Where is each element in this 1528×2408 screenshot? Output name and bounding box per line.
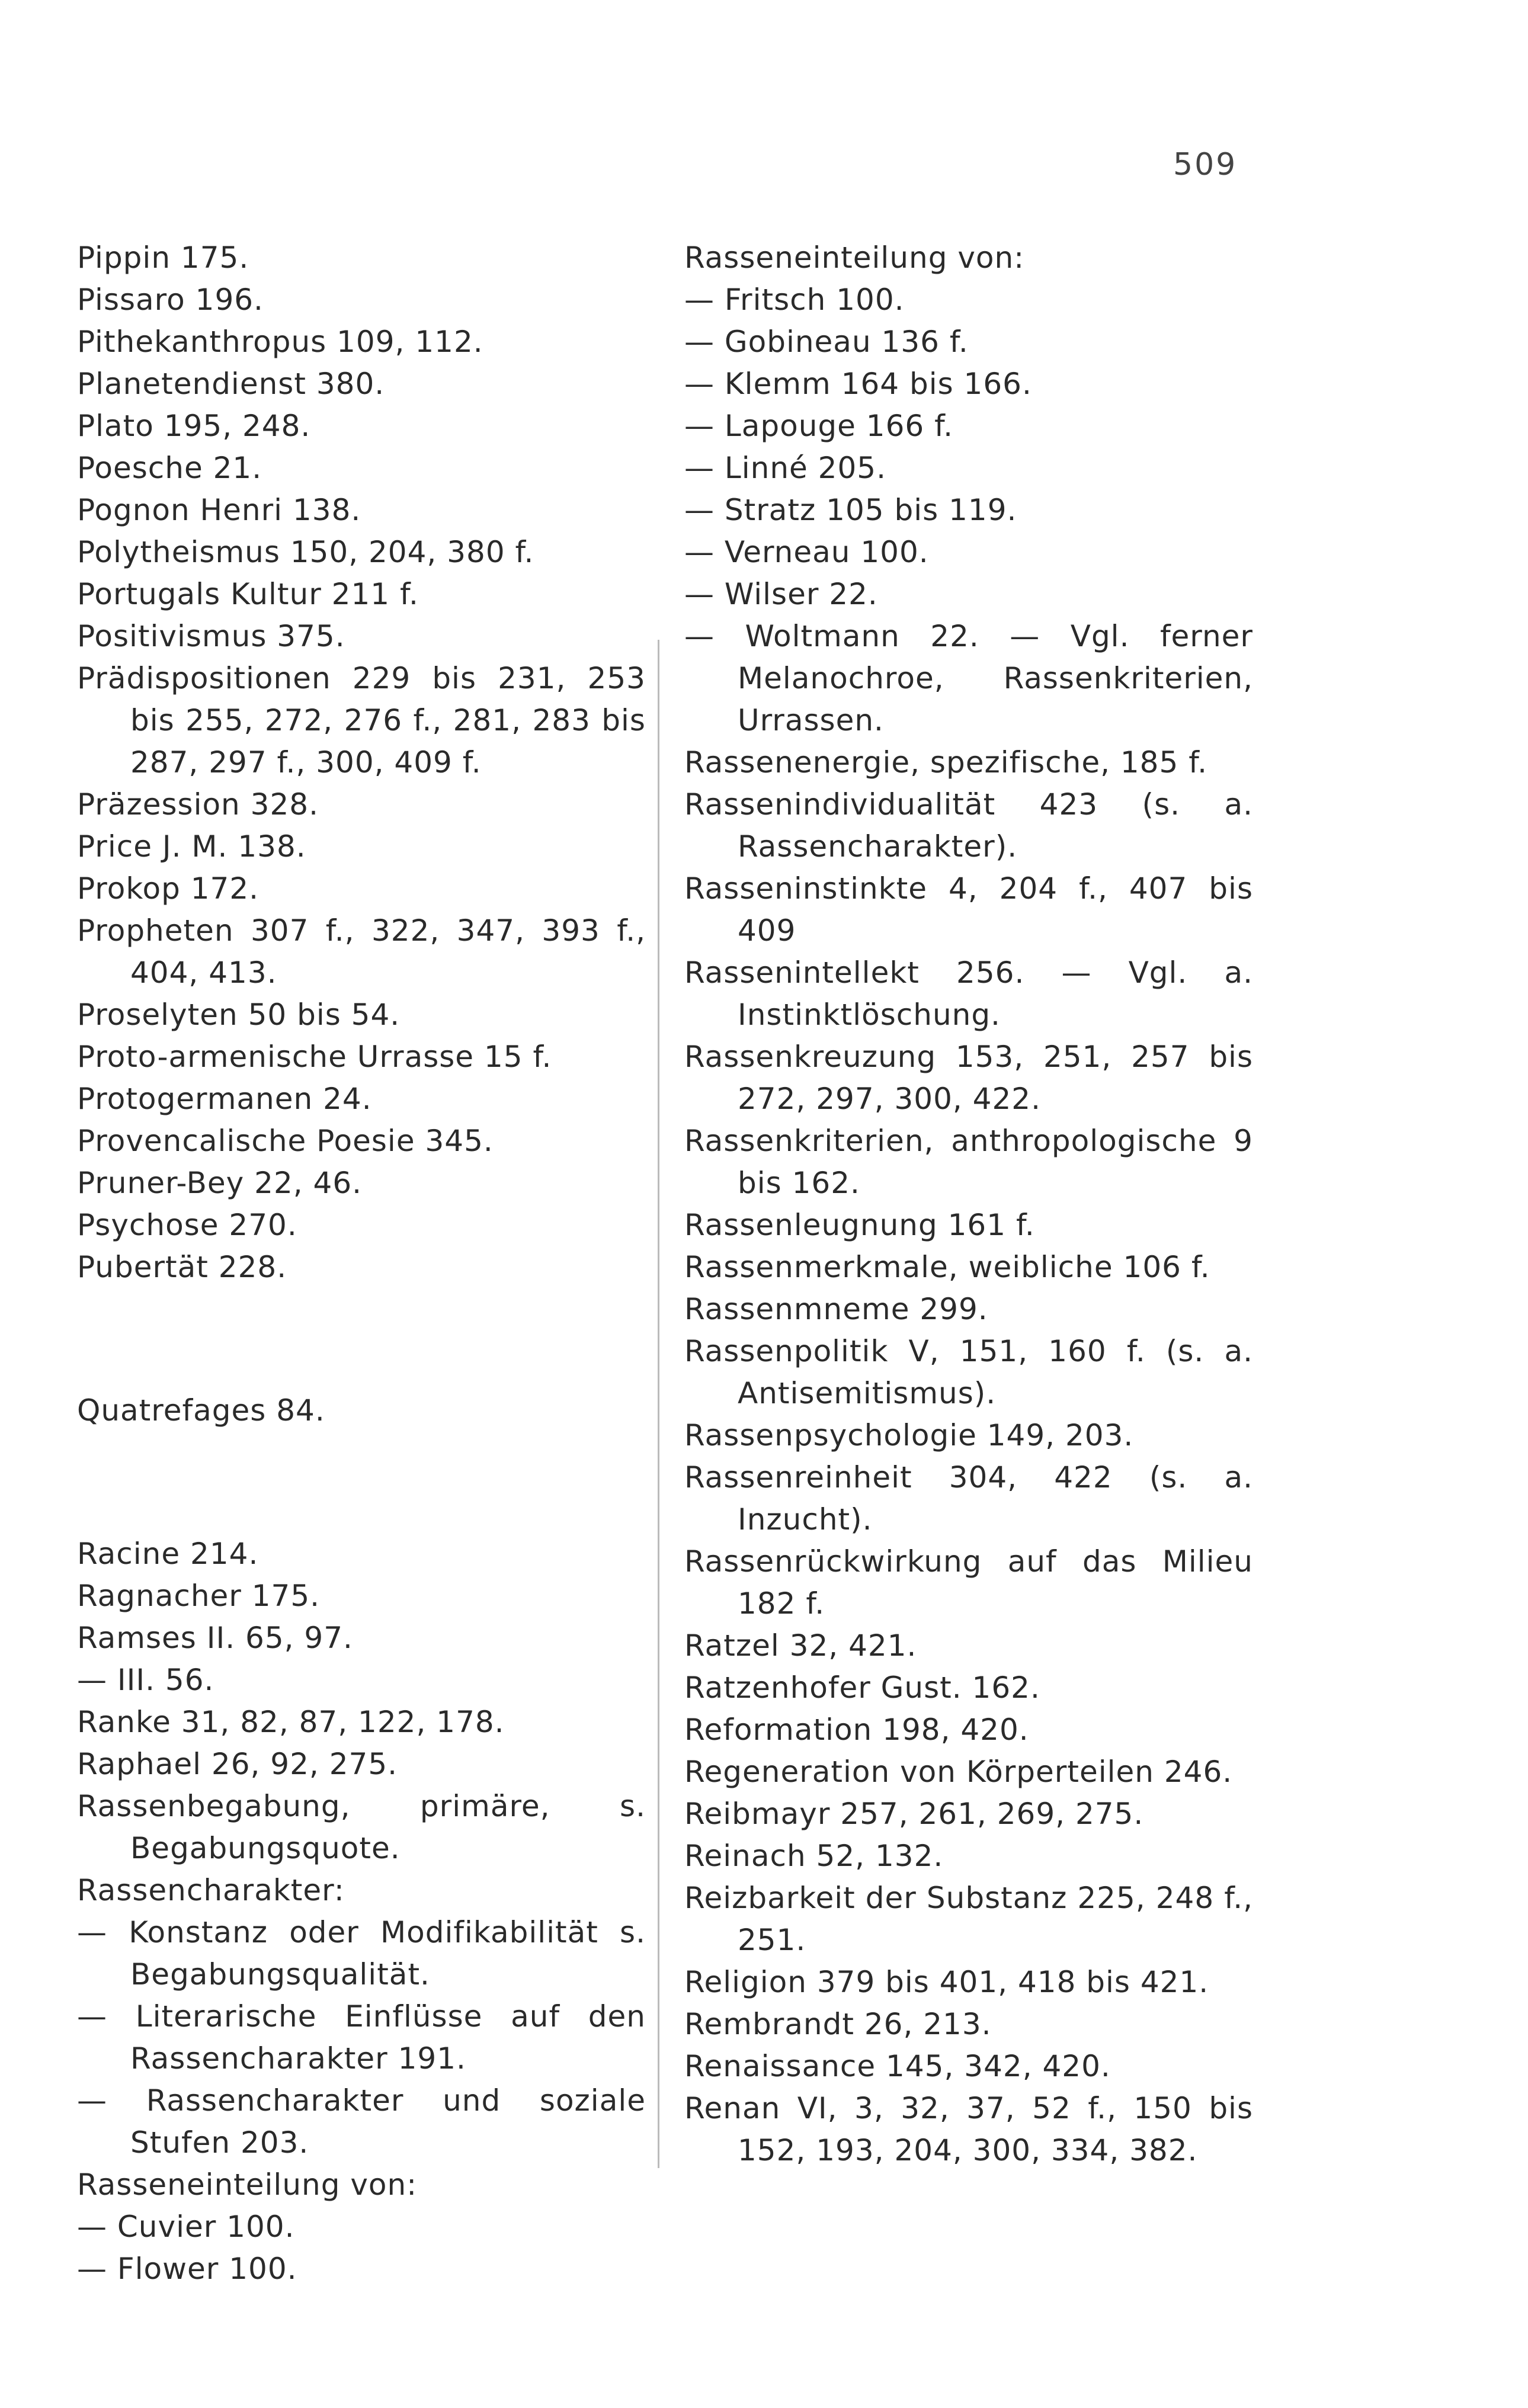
index-entry: Rassencharakter: <box>77 1873 345 1907</box>
index-entry: Ragnacher 175. <box>77 1579 321 1613</box>
index-entry: Religion 379 bis 401, 418 bis 421. <box>684 1965 1209 1999</box>
index-entry: — Rassencharakter und soziale Stufen 203. <box>77 2083 646 2160</box>
index-entry: Rassenbegabung, primäre, s. Begabungsquote. <box>77 1789 646 1865</box>
index-entry: Reibmayr 257, 261, 269, 275. <box>684 1797 1144 1831</box>
section-gap <box>77 1318 646 1360</box>
index-entry: Reinach 52, 132. <box>684 1839 944 1873</box>
index-entry: — Konstanz oder Modifikabilität s. Begabungsqualität. <box>77 1915 646 1992</box>
index-entry: Proselyten 50 bis 54. <box>77 998 401 1032</box>
index-entry: Rasseneinteilung von: <box>77 2167 418 2202</box>
column-divider <box>658 640 659 2168</box>
index-entry: Pissaro 196. <box>77 283 264 317</box>
index-entry: — Woltmann 22. — Vgl. ferner Melanochroe, Rassenkriterien, Urrassen. <box>684 619 1253 738</box>
index-entry: — Cuvier 100. <box>77 2210 295 2244</box>
index-entry: Propheten 307 f., 322, 347, 393 f., 404, 413. <box>77 913 646 990</box>
index-entry: Plato 195, 248. <box>77 409 311 443</box>
index-entry: Rassenindividualität 423 (s. a. Rassencharakter). <box>684 787 1253 864</box>
index-entry: Poesche 21. <box>77 451 262 485</box>
index-entry: Proto-armenische Urrasse 15 f. <box>77 1040 552 1074</box>
index-entry: Rassenkriterien, anthropologische 9 bis 162. <box>684 1124 1253 1200</box>
index-entry: Rassenmneme 299. <box>684 1292 988 1326</box>
index-entry: Pognon Henri 138. <box>77 493 361 527</box>
index-entry: Price J. M. 138. <box>77 829 306 864</box>
index-entry: — Gobineau 136 f. <box>684 325 969 359</box>
index-entry: Renaissance 145, 342, 420. <box>684 2049 1111 2083</box>
index-column-right <box>684 237 1253 2172</box>
index-entry: — Fritsch 100. <box>684 283 905 317</box>
index-entry: Präzession 328. <box>77 787 319 822</box>
index-entry: Rembrandt 26, 213. <box>684 2007 992 2041</box>
index-entry: Psychose 270. <box>77 1208 297 1242</box>
index-entry: Rassenkreuzung 153, 251, 257 bis 272, 297, 300, 422. <box>684 1040 1253 1116</box>
index-entry: Reizbarkeit der Substanz 225, 248 f., 251. <box>684 1881 1253 1957</box>
index-entry: Quatrefages 84. <box>77 1393 325 1428</box>
index-entry: Rassenintellekt 256. — Vgl. a. Instinktlöschung. <box>684 955 1253 1032</box>
index-entry: Rassenpsychologie 149, 203. <box>684 1418 1134 1453</box>
index-entry: Portugals Kultur 211 f. <box>77 577 419 611</box>
index-entry: — Wilser 22. <box>684 577 878 611</box>
index-entry: Ratzel 32, 421. <box>684 1628 917 1663</box>
index-entry: Raphael 26, 92, 275. <box>77 1747 398 1781</box>
index-entry: — III. 56. <box>77 1663 214 1697</box>
index-entry: Rassenmerkmale, weibliche 106 f. <box>684 1250 1210 1284</box>
index-entry: Positivismus 375. <box>77 619 345 653</box>
index-entry: — Linné 205. <box>684 451 887 485</box>
index-entry: Reformation 198, 420. <box>684 1713 1029 1747</box>
index-entry: — Verneau 100. <box>684 535 929 569</box>
index-entry: Prädispositionen 229 bis 231, 253 bis 255, 272, 276 f., 281, 283 bis 287, 297 f., 300, 409 f. <box>77 661 646 780</box>
index-entry: Ratzenhofer Gust. 162. <box>684 1670 1040 1705</box>
index-entry: Polytheismus 150, 204, 380 f. <box>77 535 534 569</box>
index-entry: Racine 214. <box>77 1537 259 1571</box>
index-entry: Pithekanthropus 109, 112. <box>77 325 483 359</box>
index-entry: Rassenrückwirkung auf das Milieu 182 f. <box>684 1544 1253 1621</box>
index-entry: Rasseneinteilung von: <box>684 241 1025 275</box>
index-entry: — Klemm 164 bis 166. <box>684 367 1032 401</box>
index-entry: Prokop 172. <box>77 871 260 906</box>
index-column-left <box>77 237 646 2290</box>
index-entry: — Literarische Einflüsse auf den Rassencharakter 191. <box>77 1999 646 2076</box>
index-entry: Pruner-Bey 22, 46. <box>77 1166 363 1200</box>
index-entry: Pippin 175. <box>77 241 249 275</box>
index-entry: Planetendienst 380. <box>77 367 385 401</box>
index-entry: — Stratz 105 bis 119. <box>684 493 1017 527</box>
index-entry: Rassenreinheit 304, 422 (s. a. Inzucht). <box>684 1460 1253 1537</box>
index-entry: Ramses II. 65, 97. <box>77 1621 353 1655</box>
index-entry: Rassenpolitik V, 151, 160 f. (s. a. Antisemitismus). <box>684 1334 1253 1410</box>
index-entry: Protogermanen 24. <box>77 1082 372 1116</box>
index-entry: Pubertät 228. <box>77 1250 287 1284</box>
index-entry: Provencalische Poesie 345. <box>77 1124 494 1158</box>
page-number: 509 <box>1173 147 1238 182</box>
index-entry: Regeneration von Körperteilen 246. <box>684 1755 1233 1789</box>
section-gap <box>77 1461 646 1503</box>
index-entry: Rassenleugnung 161 f. <box>684 1208 1035 1242</box>
index-entry: Ranke 31, 82, 87, 122, 178. <box>77 1705 505 1739</box>
index-entry: Rasseninstinkte 4, 204 f., 407 bis 409 <box>684 871 1253 948</box>
index-entry: — Lapouge 166 f. <box>684 409 953 443</box>
index-entry: Rassenenergie, spezifische, 185 f. <box>684 745 1208 780</box>
index-entry: — Flower 100. <box>77 2252 297 2286</box>
index-entry: Renan VI, 3, 32, 37, 52 f., 150 bis 152, 193, 204, 300, 334, 382. <box>684 2091 1253 2167</box>
